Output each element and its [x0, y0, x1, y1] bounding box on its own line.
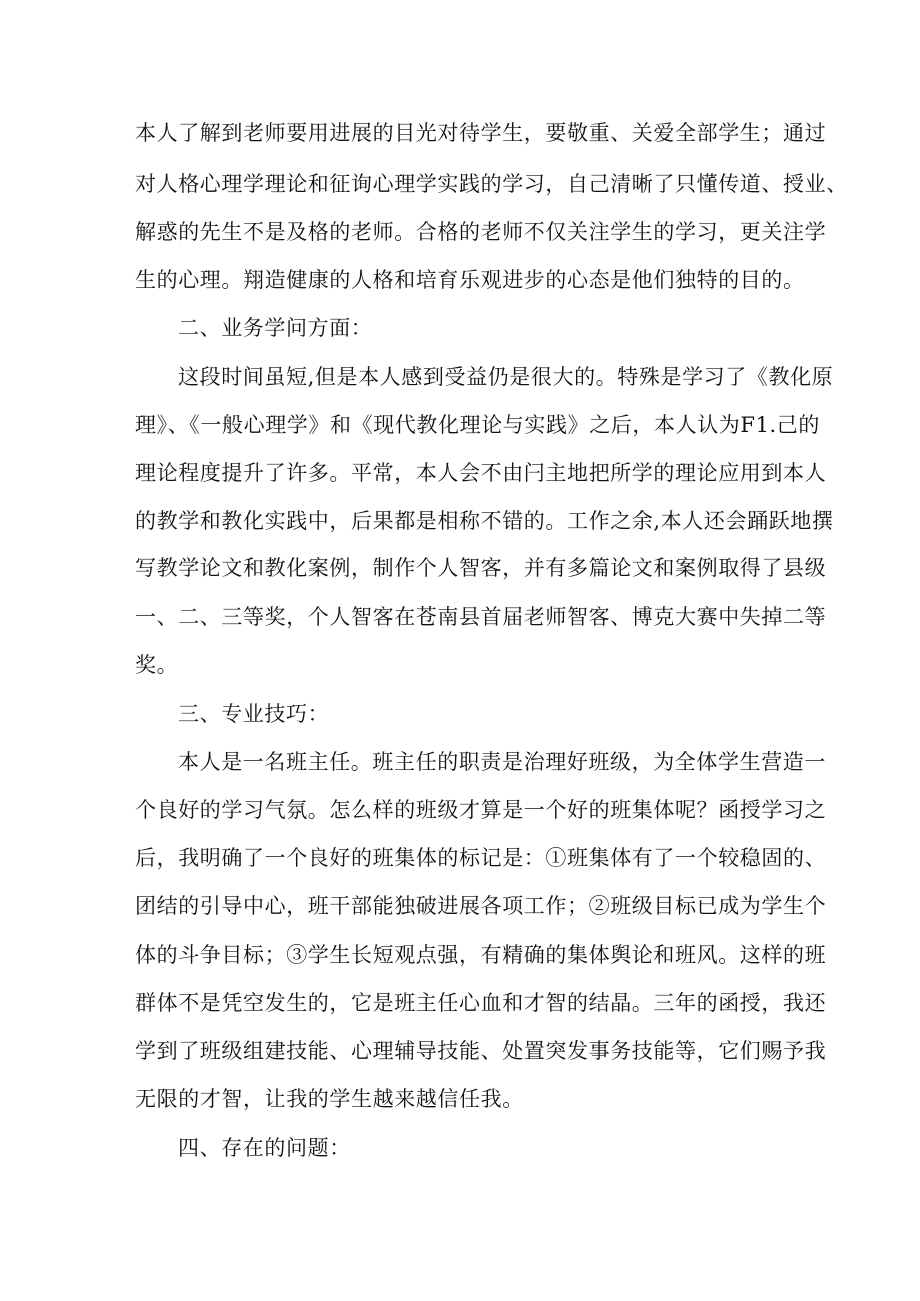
text-line: 团结的引导中心，班干部能独破进展各项工作；②班级目标已成为学生个: [135, 894, 827, 918]
text-line: 对人格心理学理论和征询心理学实践的学习，自己清晰了只懂传道、授业、: [135, 172, 848, 196]
section-heading-3: 三、专业技巧：: [178, 702, 330, 726]
text-line: 的教学和教化实践中，后果都是相称不错的。工作之余,本人还会踊跃地撰: [135, 509, 834, 533]
text-line: 一、二、三等奖，个人智客在苍南县首届老师智客、博克大赛中失掉二等: [135, 605, 827, 629]
section-heading-4: 四、存在的问题：: [178, 1136, 351, 1160]
text-line: 后，我明确了一个良好的班集体的标记是：①班集体有了一个较稳固的、: [135, 846, 827, 870]
text-line: 无限的才智，让我的学生越来越信任我。: [135, 1087, 524, 1111]
text-line: 群体不是凭空发生的，它是班主任心血和才智的结晶。三年的函授，我还: [135, 991, 827, 1015]
text-line: 个良好的学习气氛。怎么样的班级才算是一个好的班集体呢？函授学习之: [135, 798, 827, 822]
text-line: 本人了解到老师要用进展的目光对待学生，要敬重、关爱全部学生；通过: [135, 121, 827, 145]
text-line: 这段时间虽短,但是本人感到受益仍是很大的。特殊是学习了《教化原: [178, 365, 834, 389]
text-line: 体的斗争目标；③学生长短观点强，有精确的集体舆论和班风。这样的班: [135, 943, 827, 967]
text-line: 写教学论文和教化案例，制作个人智客，并有多篇论文和案例取得了县级: [135, 556, 827, 580]
text-line: 本人是一名班主任。班主任的职责是治理好班级，为全体学生营造一: [178, 750, 826, 774]
section-heading-2: 二、业务学问方面：: [178, 316, 373, 340]
text-line: 奖。: [135, 653, 179, 677]
text-line: 理论程度提升了许多。平常，本人会不由闩主地把所学的理论应用到本人: [135, 461, 827, 485]
text-line: 解惑的先生不是及格的老师。合格的老师不仅关注学生的学习，更关注学: [135, 220, 827, 244]
text-line: 理》、《一般心理学》和《现代教化理论与实践》之后，本人认为F1.己的: [135, 413, 821, 437]
text-line: 学到了班级组建技能、心理辅导技能、处置突发事务技能等，它们赐予我: [135, 1039, 827, 1063]
text-line: 生的心理。翔造健康的人格和培育乐观进步的心态是他们独特的目的。: [135, 268, 805, 292]
